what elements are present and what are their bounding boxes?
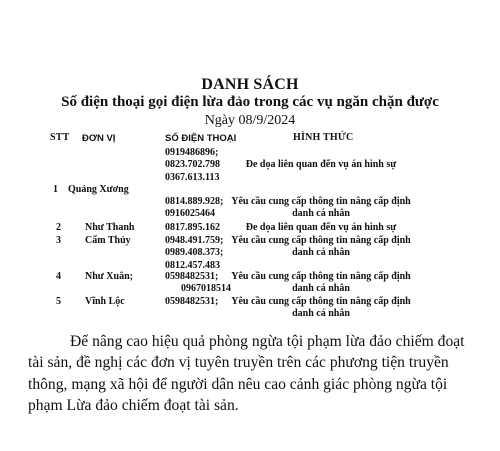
form-description — [226, 196, 416, 221]
unit-name: Như Thanh — [85, 222, 135, 233]
header-form: HÌNH THỨC — [293, 132, 354, 143]
paragraph-line: phạm Lừa đảo chiếm đoạt tài sản. — [28, 396, 239, 414]
phone-number: 0598482531; — [165, 296, 219, 307]
phone-list — [165, 222, 220, 234]
phone-number: 0967018514 — [181, 283, 231, 295]
row-number: 2 — [56, 222, 61, 233]
phone-number: 0814.889.928; — [165, 196, 224, 207]
header-unit: ĐƠN VỊ — [82, 133, 116, 144]
phone-number: 0823.702.798 — [165, 159, 220, 171]
unit-name: Cẩm Thủy — [85, 235, 131, 246]
row-number: 3 — [56, 235, 61, 246]
form-line: danh cá nhân — [292, 208, 350, 220]
row-number: 1 — [53, 184, 58, 195]
form-line: Yêu cầu cung cấp thông tin nâng cấp định — [231, 271, 411, 282]
paragraph-line: thông, mạng xã hội để người dân nêu cao cảnh giác phòng ngừa tội — [28, 375, 448, 393]
phone-number: 0812.457.483 — [165, 259, 220, 271]
phone-number: 0919486896; — [165, 147, 219, 158]
form-line: Đe dọa liên quan đến vụ án hình sự — [245, 222, 397, 233]
row-number: 5 — [56, 296, 61, 307]
phone-number: 0367.613.113 — [165, 171, 220, 183]
row-number: 4 — [56, 271, 61, 282]
phone-number: 0989.408.373; — [165, 247, 224, 259]
form-description — [226, 235, 416, 260]
document-title: DANH SÁCH — [201, 76, 299, 93]
unit-name: Quảng Xương — [68, 184, 129, 195]
form-description — [226, 222, 416, 234]
unit-name: Như Xuân; — [85, 271, 133, 282]
form-line: Yêu cầu cung cấp thông tin nâng cấp định — [231, 296, 411, 307]
phone-list — [165, 271, 231, 296]
advisory-paragraph — [28, 331, 480, 416]
form-line: Yêu cầu cung cấp thông tin nâng cấp định — [231, 235, 411, 246]
phone-list — [165, 235, 223, 272]
phone-list — [165, 296, 218, 308]
document-date: Ngày 08/9/2024 — [204, 113, 296, 128]
phone-number: 0817.895.162 — [165, 222, 220, 233]
phone-list — [165, 196, 223, 221]
phone-number: 0916025464 — [165, 208, 215, 220]
phone-number: 0948.491.759; — [165, 235, 224, 246]
form-line: Yêu cầu cung cấp thông tin nâng cấp định — [231, 196, 411, 207]
form-line: danh cá nhân — [292, 247, 350, 259]
phone-list — [165, 147, 220, 184]
paragraph-line: Để nâng cao hiệu quả phòng ngừa tội phạm lừa đảo chiếm đoạt — [70, 333, 465, 350]
form-line: danh cá nhân — [292, 283, 350, 295]
form-description: Đe dọa liên quan đến vụ án hình sự — [245, 159, 397, 170]
unit-name: Vĩnh Lộc — [85, 296, 125, 307]
form-line: danh cá nhân — [292, 308, 350, 320]
phone-number: 0598482531; — [165, 271, 219, 282]
form-description — [226, 271, 416, 296]
header-stt: STT — [50, 132, 70, 143]
paragraph-line: tài sản, đề nghị các đơn vị tuyên truyền trên các phương tiện truyền — [28, 354, 449, 372]
document-subtitle: Số điện thoại gọi điện lừa đảo trong các vụ ngăn chặn được — [61, 94, 439, 110]
header-phone: SỐ ĐIỆN THOẠI — [165, 133, 237, 144]
form-description — [226, 296, 416, 321]
